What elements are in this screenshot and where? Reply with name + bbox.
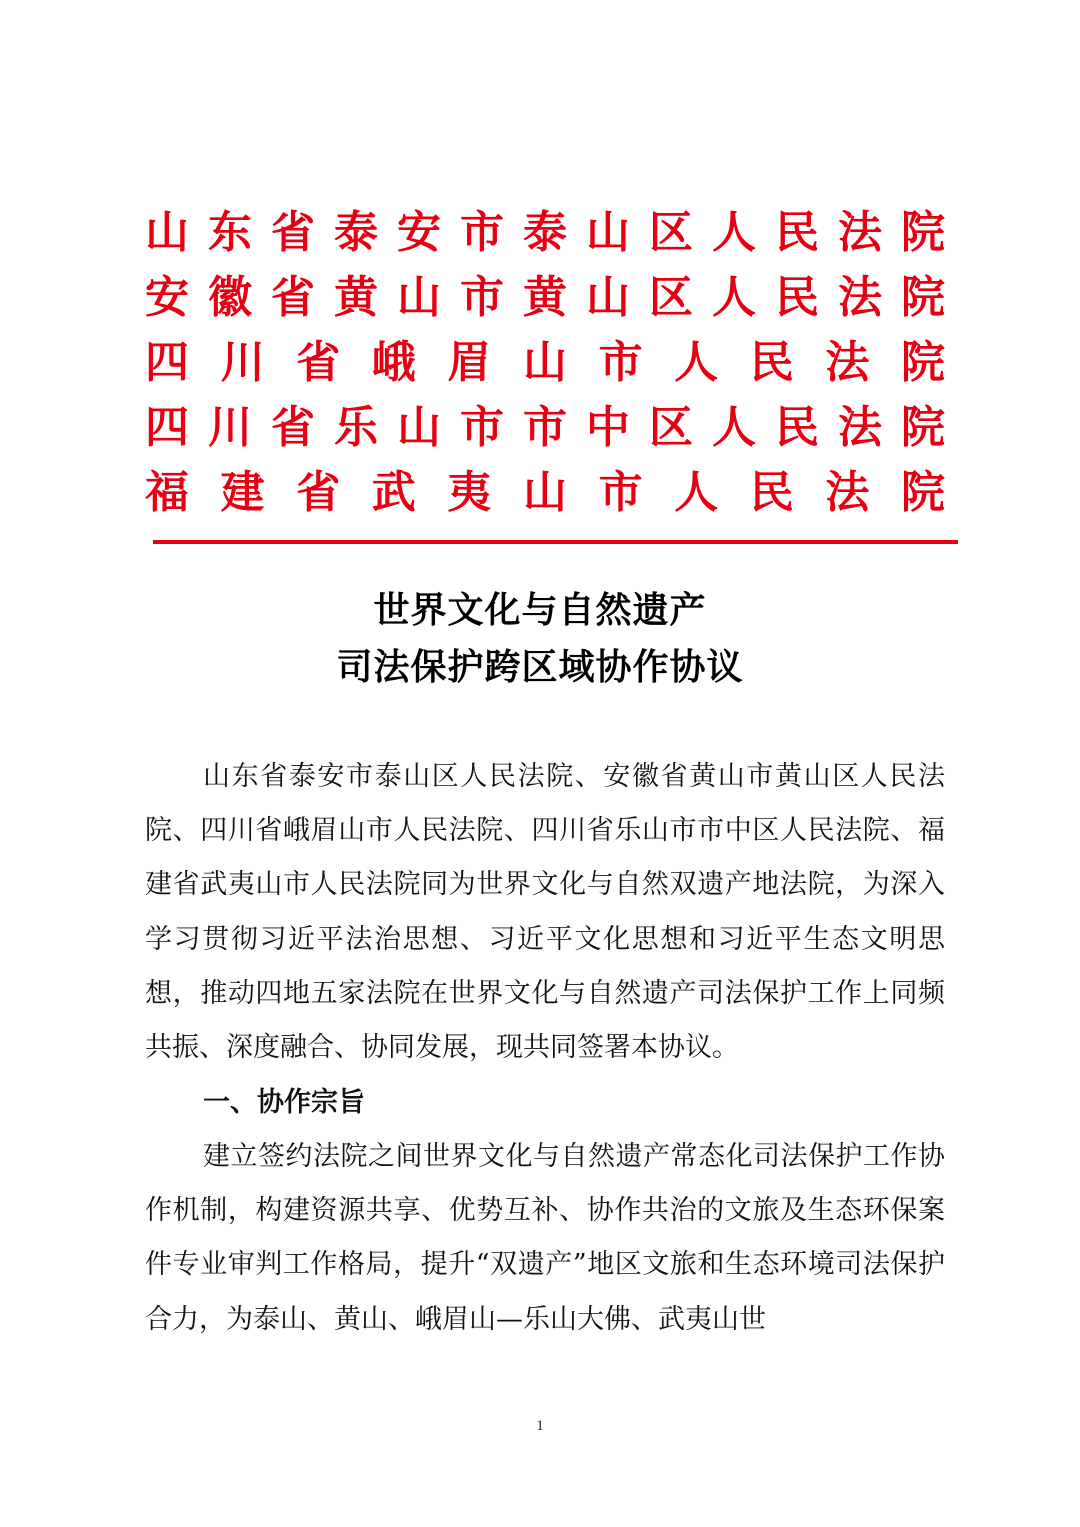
issuer-line [145,395,945,460]
intro-paragraph: 山东省泰安市泰山区人民法院、安徽省黄山市黄山区人民法院、四川省峨眉山市人民法院、四川省乐山市市中区人民法院、福建省武夷山市人民法院同为世界文化与自然双遗产地法院，为深入学习贯彻习近平法治思想、习近平文化思想和习近平生态文明思想，推动四地五家法院在世界文化与自然遗产司法保护工作上同频共振、深度融合、协同发展，现共同签署本协议。 [145,761,945,1064]
issuer-char: 民 [749,467,794,518]
issuer-char: 安 [397,207,441,258]
issuer-char: 山 [397,402,441,453]
issuer-char: 建 [220,467,265,518]
issuer-char: 院 [900,337,945,388]
issuer-line [145,200,945,265]
issuer-char: 夷 [447,467,492,518]
issuer-char: 省 [296,337,341,388]
issuer-char: 黄 [523,272,567,323]
issuer-char: 民 [749,337,794,388]
issuer-char: 法 [825,467,870,518]
issuer-char: 人 [712,207,756,258]
document-title-line-1: 世界文化与自然遗产 [373,590,707,631]
issuer-char: 区 [649,272,693,323]
issuer-char: 徽 [208,272,252,323]
issuer-char: 民 [775,207,819,258]
page-number: 1 [536,1418,544,1434]
issuer-char: 人 [712,272,756,323]
document-title-line-2: 司法保护跨区域协作协议 [336,647,744,688]
issuer-char: 院 [901,207,945,258]
issuer-char: 武 [371,467,416,518]
issuer-char: 人 [674,467,719,518]
issuer-char: 川 [220,337,265,388]
issuer-char: 市 [523,402,567,453]
issuer-char: 省 [271,207,315,258]
issuer-char: 市 [460,272,504,323]
issuing-courts-header [145,200,945,525]
issuer-char: 人 [712,402,756,453]
issuer-char: 院 [901,272,945,323]
issuer-char: 山 [586,207,630,258]
section-heading: 一、协作宗旨 [203,1087,365,1118]
issuer-char: 省 [296,467,341,518]
issuer-char: 区 [649,207,693,258]
issuer-line [145,330,945,395]
issuer-char: 川 [208,402,252,453]
issuer-char: 峨 [371,337,416,388]
section-paragraph: 建立签约法院之间世界文化与自然遗产常态化司法保护工作协作机制，构建资源共享、优势互补、协作共治的文旅及生态环保案件专业审判工作格局，提升“双遗产”地区文旅和生态环境司法保护合力，为泰山、黄山、峨眉山—乐山大佛、武夷山世 [145,1141,945,1335]
red-header-rule [153,540,958,544]
issuer-char: 民 [775,272,819,323]
issuer-char: 法 [838,207,882,258]
issuer-char: 四 [145,337,189,388]
issuer-char: 省 [271,402,315,453]
issuer-char: 四 [145,402,189,453]
issuer-char: 法 [825,337,870,388]
issuer-char: 院 [900,467,945,518]
issuer-char: 法 [838,272,882,323]
issuer-char: 人 [674,337,719,388]
issuer-char: 安 [145,272,189,323]
issuer-char: 省 [271,272,315,323]
issuer-char: 市 [460,207,504,258]
issuer-char: 山 [522,337,567,388]
issuer-char: 山 [397,272,441,323]
issuer-char: 市 [460,402,504,453]
issuer-char: 眉 [447,337,492,388]
issuer-char: 中 [586,402,630,453]
issuer-char: 市 [598,467,643,518]
issuer-line [145,460,945,525]
issuer-char: 山 [522,467,567,518]
issuer-char: 区 [649,402,693,453]
issuer-char: 乐 [334,402,378,453]
issuer-char: 民 [775,402,819,453]
issuer-char: 法 [838,402,882,453]
issuer-char: 黄 [334,272,378,323]
issuer-char: 院 [901,402,945,453]
issuer-line [145,265,945,330]
issuer-char: 泰 [334,207,378,258]
issuer-char: 泰 [523,207,567,258]
issuer-char: 山 [586,272,630,323]
issuer-char: 东 [208,207,252,258]
issuer-char: 山 [145,207,189,258]
issuer-char: 市 [598,337,643,388]
issuer-char: 福 [145,467,189,518]
